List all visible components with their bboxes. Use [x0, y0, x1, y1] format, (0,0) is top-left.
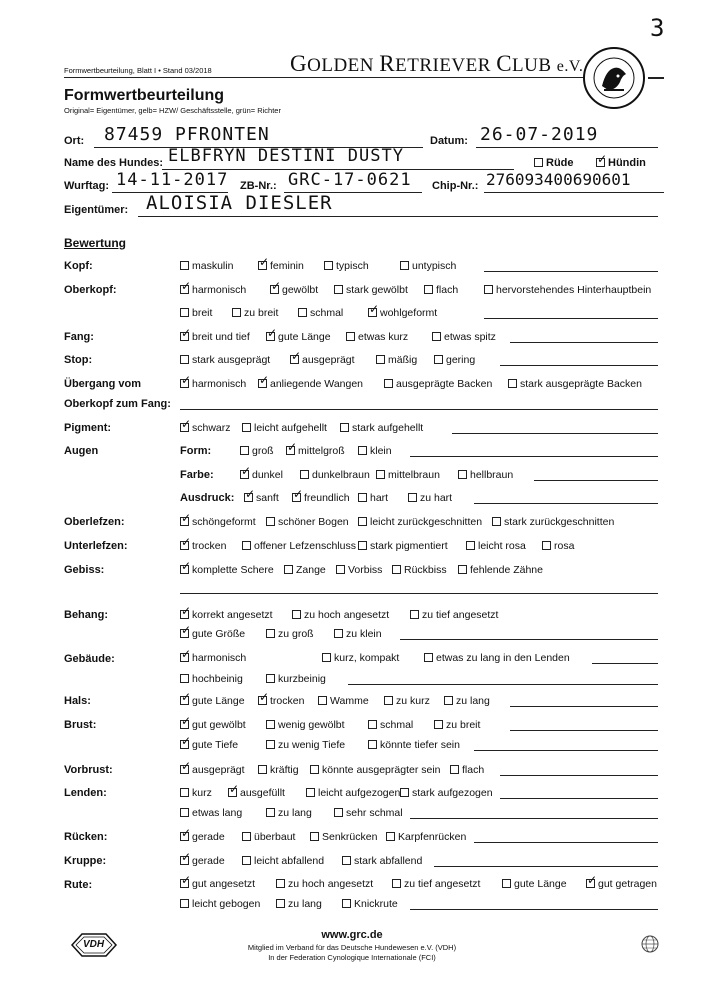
form-line — [410, 456, 658, 457]
gebiss-rueckbiss[interactable]: Rückbiss — [392, 564, 447, 576]
zb-value[interactable]: GRC-17-0621 — [288, 170, 412, 190]
oberkopf-harmonisch[interactable]: ✓ harmonisch — [180, 284, 246, 296]
gebaeude-label: Gebäude: — [64, 653, 115, 665]
vorbrust-koennte-ausgepraegter[interactable]: könnte ausgeprägter sein — [310, 764, 441, 776]
chip-line — [484, 192, 664, 193]
pigment-leicht-aufgehellt[interactable]: leicht aufgehellt — [242, 422, 327, 434]
farbe-dunkel[interactable]: ✓ dunkel — [240, 469, 283, 481]
brust-zu-breit[interactable]: zu breit — [434, 719, 480, 731]
page-number: 3 — [650, 14, 666, 42]
fang-line — [510, 342, 658, 343]
oberkopf-stark-gewoelbt[interactable]: stark gewölbt — [334, 284, 408, 296]
lenden-etwas-lang[interactable]: etwas lang — [180, 807, 242, 819]
vorbrust-line — [500, 775, 658, 776]
ruecken-label: Rücken: — [64, 831, 108, 843]
stop-line — [500, 365, 658, 366]
ruecken-ueberbaut[interactable]: überbaut — [242, 831, 295, 843]
rute-knickrute[interactable]: Knickrute — [342, 898, 398, 910]
stop-maessig[interactable]: mäßig — [376, 354, 417, 366]
farbe-hellbraun[interactable]: hellbraun — [458, 469, 513, 481]
uebergang-anliegende-wangen[interactable]: ✓ anliegende Wangen — [258, 378, 363, 390]
name-value[interactable]: ELBFRYN DESTINI DUSTY — [168, 146, 404, 166]
stop-stark-ausgepraegt[interactable]: stark ausgeprägt — [180, 354, 270, 366]
gebiss-label: Gebiss: — [64, 564, 105, 576]
rute-line — [410, 909, 658, 910]
gebaeude-line-2 — [348, 684, 658, 685]
header-rule-right — [648, 77, 664, 79]
behang-gute-groesse[interactable]: ✓gute Größe — [180, 628, 245, 640]
lenden-leicht-aufgezogen[interactable]: leicht aufgezogen — [306, 787, 400, 799]
ruecken-senkruecken[interactable]: Senkrücken — [310, 831, 377, 843]
farbe-line — [534, 480, 658, 481]
fang-label: Fang: — [64, 331, 94, 343]
brust-label: Brust: — [64, 719, 97, 731]
hals-zu-kurz[interactable]: zu kurz — [384, 695, 430, 707]
fci-globe-icon — [640, 934, 660, 954]
kopf-label: Kopf: — [64, 260, 93, 272]
footer-url[interactable]: www.grc.de — [321, 929, 383, 941]
stop-label: Stop: — [64, 354, 93, 366]
uebergang-ausgepraegte-backen[interactable]: ausgeprägte Backen — [384, 378, 492, 390]
rute-label: Rute: — [64, 879, 93, 891]
lenden-sehr-schmal[interactable]: sehr schmal — [334, 807, 403, 819]
hals-trocken[interactable]: ✓ trocken — [258, 695, 304, 707]
ausdruck-line — [474, 503, 658, 504]
gebaeude-kurzbeinig[interactable]: kurzbeinig — [266, 673, 326, 685]
form-reference: Formwertbeurteilung, Blatt I • Stand 03/2018 — [64, 66, 212, 75]
oberlefzen-schoengeformt[interactable]: ✓ schöngeformt — [180, 516, 256, 528]
ort-value[interactable]: 87459 PFRONTEN — [104, 124, 270, 145]
form-klein[interactable]: klein — [358, 445, 392, 457]
wurftag-value[interactable]: 14-11-2017 — [116, 170, 229, 190]
hals-label: Hals: — [64, 695, 91, 707]
vorbrust-kraeftig[interactable]: kräftig — [258, 764, 299, 776]
hals-wamme[interactable]: Wamme — [318, 695, 369, 707]
stop-ausgepraegt[interactable]: ✓ ausgeprägt — [290, 354, 355, 366]
oberlefzen-schoener-bogen[interactable]: schöner Bogen — [266, 516, 349, 528]
behang-korrekt[interactable]: ✓ korrekt angesetzt — [180, 609, 273, 621]
pigment-line — [452, 433, 658, 434]
brust-zu-wenig-tiefe[interactable]: zu wenig Tiefe — [266, 739, 345, 751]
vorbrust-flach[interactable]: flach — [450, 764, 484, 776]
behang-zu-klein[interactable]: zu klein — [334, 628, 382, 640]
datum-label: Datum: — [430, 135, 468, 147]
oberkopf-schmal[interactable]: schmal — [298, 307, 343, 319]
form-mittelgross[interactable]: ✓ mittelgroß — [286, 445, 345, 457]
datum-line — [476, 147, 658, 148]
fang-etwas-kurz[interactable]: etwas kurz — [346, 331, 408, 343]
oberkopf-label: Oberkopf: — [64, 284, 117, 296]
ruecken-line — [474, 842, 658, 843]
uebergang-label-2: Oberkopf zum Fang: — [64, 398, 171, 410]
bewertung-heading: Bewertung — [64, 236, 127, 250]
fang-etwas-spitz[interactable]: etwas spitz — [432, 331, 496, 343]
footer-line-1: Mitglied im Verband für das Deutsche Hundewesen e.V. (VDH) — [247, 943, 457, 952]
eigentuemer-line — [138, 216, 658, 217]
uebergang-harmonisch[interactable]: ✓harmonisch — [180, 378, 246, 390]
lenden-stark-aufgezogen[interactable]: stark aufgezogen — [400, 787, 493, 799]
ausdruck-zu-hart[interactable]: zu hart — [408, 492, 452, 504]
ruecken-gerade[interactable]: ✓ gerade — [180, 831, 225, 843]
rute-gute-laenge[interactable]: gute Länge — [502, 878, 567, 890]
lenden-line-1 — [500, 798, 658, 799]
form-gross[interactable]: groß — [240, 445, 274, 457]
unterlefzen-stark-pigmentiert[interactable]: stark pigmentiert — [358, 540, 448, 552]
oberkopf-line — [484, 318, 658, 319]
ausdruck-hart[interactable]: hart — [358, 492, 388, 504]
oberlefzen-label: Oberlefzen: — [64, 516, 125, 528]
ort-label: Ort: — [64, 135, 85, 147]
gebaeude-etwas-zu-lang[interactable]: etwas zu lang in den Lenden — [424, 652, 570, 664]
ausdruck-sanft[interactable]: ✓ sanft — [244, 492, 279, 504]
huendin-box[interactable] — [596, 158, 605, 167]
gebaeude-hochbeinig[interactable]: hochbeinig — [180, 673, 243, 685]
zb-label: ZB-Nr.: — [240, 180, 277, 192]
kopf-typisch[interactable]: typisch — [324, 260, 369, 272]
pigment-label: Pigment: — [64, 422, 112, 434]
unterlefzen-offener[interactable]: offener Lefzenschluss — [242, 540, 356, 552]
eigentuemer-label: Eigentümer: — [64, 204, 129, 216]
hals-gute-laenge[interactable]: ✓ gute Länge — [180, 695, 245, 707]
page-subtitle: Original= Eigentümer, gelb= HZW/ Geschäftsstelle, grün= Richter — [64, 106, 281, 115]
uebergang-label-1: Übergang vom — [64, 378, 142, 390]
datum-value[interactable]: 26-07-2019 — [480, 124, 599, 145]
oberkopf-wohlgeformt[interactable]: ✓ wohlgeformt — [368, 307, 437, 319]
pigment-stark-aufgehellt[interactable]: stark aufgehellt — [340, 422, 423, 434]
unterlefzen-leicht-rosa[interactable]: leicht rosa — [466, 540, 526, 552]
kruppe-line — [434, 866, 658, 867]
behang-label: Behang: — [64, 609, 108, 621]
gebaeude-kurz-kompakt[interactable]: kurz, kompakt — [322, 652, 399, 664]
ausdruck-freundlich[interactable]: ✓ freundlich — [292, 492, 350, 504]
ausdruck-label: Ausdruck: — [180, 492, 235, 504]
vorbrust-ausgepraegt[interactable]: ✓ ausgeprägt — [180, 764, 245, 776]
page-title: Formwertbeurteilung — [64, 87, 225, 104]
lenden-ausgefuellt[interactable]: ✓ ausgefüllt — [228, 787, 285, 799]
header-rule — [64, 77, 584, 78]
brust-line-2 — [474, 750, 658, 751]
oberkopf-breit[interactable]: breit — [180, 307, 212, 319]
rute-zu-tief[interactable]: zu tief angesetzt — [392, 878, 480, 890]
behang-zu-gross[interactable]: zu groß — [266, 628, 314, 640]
uebergang-line — [180, 409, 658, 410]
hals-zu-lang[interactable]: zu lang — [444, 695, 490, 707]
uebergang-stark-backen[interactable]: stark ausgeprägte Backen — [508, 378, 642, 390]
kopf-maskulin[interactable]: maskulin — [180, 260, 233, 272]
huendin-checkbox[interactable]: ✓ Hündin — [596, 157, 646, 169]
rute-gut-getragen[interactable]: ✓ gut getragen — [586, 878, 657, 890]
oberlefzen-leicht-zurueck[interactable]: leicht zurückgeschnitten — [358, 516, 482, 528]
kruppe-stark-abfallend[interactable]: stark abfallend — [342, 855, 422, 867]
club-seal-logo — [582, 46, 646, 110]
unterlefzen-trocken[interactable]: ✓ trocken — [180, 540, 226, 552]
brust-wenig-gewoelbt[interactable]: wenig gewölbt — [266, 719, 345, 731]
lenden-kurz[interactable]: kurz — [180, 787, 212, 799]
rute-leicht-gebogen[interactable]: leicht gebogen — [180, 898, 260, 910]
unterlefzen-label: Unterlefzen: — [64, 540, 128, 552]
augen-label: Augen — [64, 445, 99, 457]
rute-gut-angesetzt[interactable]: ✓ gut angesetzt — [180, 878, 255, 890]
pigment-schwarz[interactable]: ✓ schwarz — [180, 422, 231, 434]
behang-line — [400, 639, 658, 640]
hals-line — [510, 706, 658, 707]
oberkopf-gewoelbt[interactable]: ✓ gewölbt — [270, 284, 318, 296]
wurftag-label: Wurftag: — [64, 180, 110, 192]
brust-schmal[interactable]: schmal — [368, 719, 413, 731]
vdh-logo-text: VDH — [83, 939, 105, 950]
form-label: Form: — [180, 445, 212, 457]
unterlefzen-rosa[interactable]: rosa — [542, 540, 574, 552]
gebaeude-harmonisch[interactable]: ✓ harmonisch — [180, 652, 246, 664]
vorbrust-label: Vorbrust: — [64, 764, 113, 776]
rute-zu-lang[interactable]: zu lang — [276, 898, 322, 910]
oberkopf-flach[interactable]: flach — [424, 284, 458, 296]
gebiss-zange[interactable]: Zange — [284, 564, 326, 576]
kopf-feminin[interactable]: ✓ feminin — [258, 260, 304, 272]
kruppe-label: Kruppe: — [64, 855, 107, 867]
brust-gut-gewoelbt[interactable]: ✓ gut gewölbt — [180, 719, 246, 731]
rute-zu-hoch[interactable]: zu hoch angesetzt — [276, 878, 373, 890]
lenden-zu-lang[interactable]: zu lang — [266, 807, 312, 819]
gebaeude-line-1 — [592, 663, 658, 664]
seal-text — [582, 46, 583, 47]
footer-line-2: In der Federation Cynologique Internationale (FCI) — [268, 953, 436, 962]
behang-zu-hoch[interactable]: zu hoch angesetzt — [292, 609, 389, 621]
oberkopf-hinterhauptbein[interactable]: hervorstehendes Hinterhauptbein — [484, 284, 651, 296]
farbe-label: Farbe: — [180, 469, 214, 481]
gebiss-fehlende-zaehne[interactable]: fehlende Zähne — [458, 564, 543, 576]
chip-label: Chip-Nr.: — [432, 180, 479, 192]
ruede-checkbox[interactable]: Rüde — [534, 157, 574, 169]
chip-value[interactable]: 276093400690601 — [486, 170, 631, 189]
farbe-dunkelbraun[interactable]: dunkelbraun — [300, 469, 370, 481]
kruppe-leicht-abfallend[interactable]: leicht abfallend — [242, 855, 324, 867]
lenden-label: Lenden: — [64, 787, 107, 799]
kruppe-gerade[interactable]: ✓ gerade — [180, 855, 225, 867]
gebiss-vorbiss[interactable]: Vorbiss — [336, 564, 382, 576]
brust-line-1 — [510, 730, 658, 731]
ruecken-karpfenruecken[interactable]: Karpfenrücken — [386, 831, 466, 843]
farbe-mittelbraun[interactable]: mittelbraun — [376, 469, 440, 481]
oberkopf-zu-breit[interactable]: zu breit — [232, 307, 278, 319]
eigentuemer-value[interactable]: ALOISIA DIESLER — [146, 192, 333, 214]
ruede-box[interactable] — [534, 158, 543, 167]
oberlefzen-stark-zurueck[interactable]: stark zurückgeschnitten — [492, 516, 614, 528]
gebiss-line — [180, 593, 658, 594]
brust-gute-tiefe[interactable]: ✓gute Tiefe — [180, 739, 238, 751]
brust-koennte-tiefer[interactable]: könnte tiefer sein — [368, 739, 460, 751]
fang-gute-laenge[interactable]: ✓ gute Länge — [266, 331, 331, 343]
name-label: Name des Hundes: — [64, 157, 164, 169]
kopf-line — [484, 271, 658, 272]
gebiss-komplette-schere[interactable]: ✓ komplette Schere — [180, 564, 274, 576]
behang-zu-tief[interactable]: zu tief angesetzt — [410, 609, 498, 621]
stop-gering[interactable]: gering — [434, 354, 475, 366]
club-name: GOLDEN RETRIEVER CLUB e.V. — [290, 51, 584, 76]
kopf-untypisch[interactable]: untypisch — [400, 260, 456, 272]
fang-breit-tief[interactable]: ✓ breit und tief — [180, 331, 250, 343]
lenden-line-2 — [410, 818, 658, 819]
